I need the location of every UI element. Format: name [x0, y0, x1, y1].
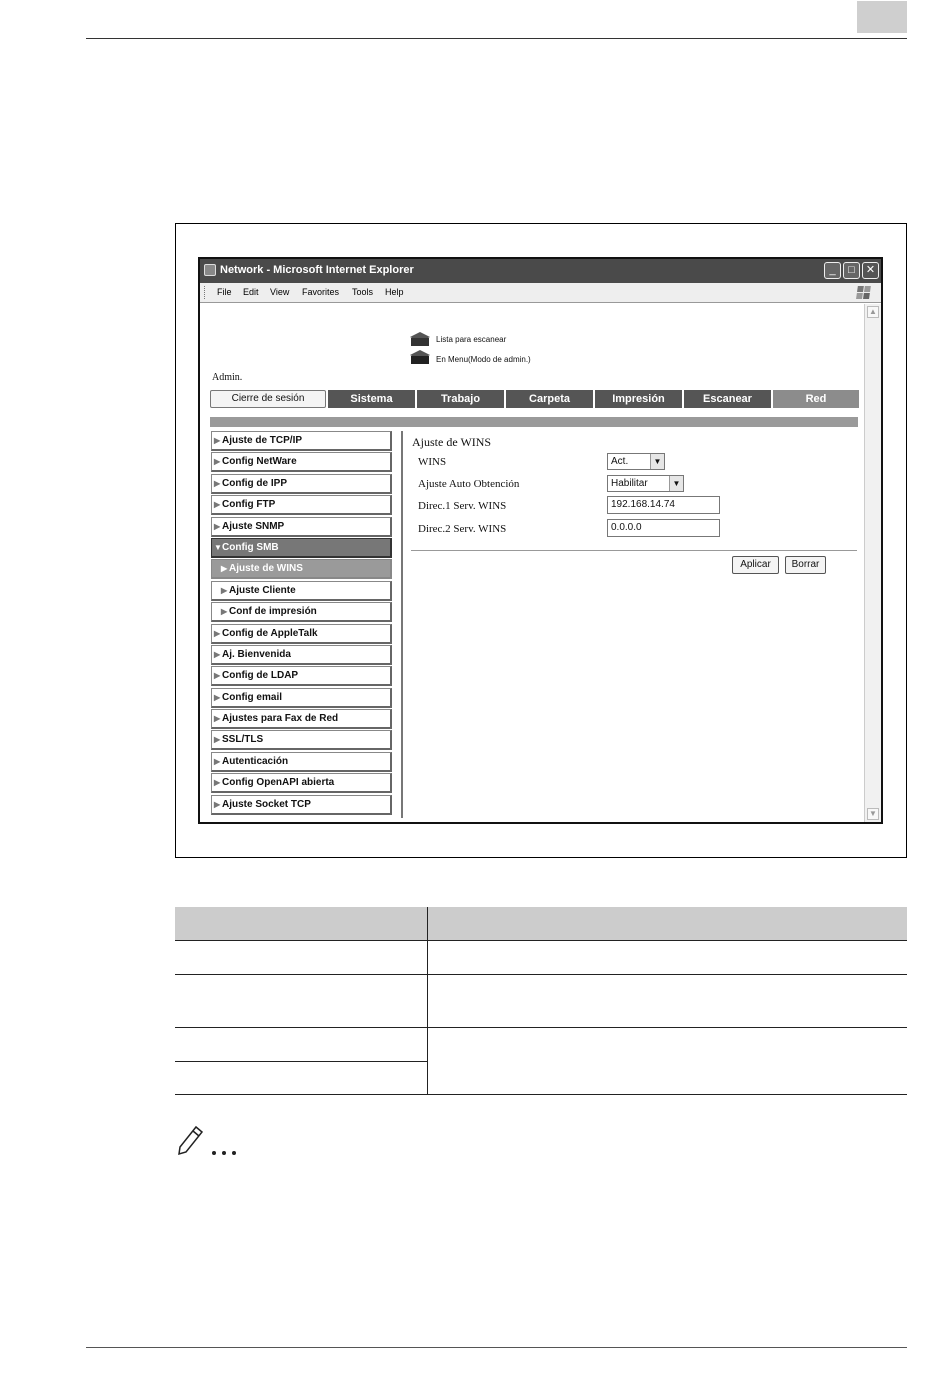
- menu-view[interactable]: View: [270, 287, 290, 297]
- logout-button[interactable]: Cierre de sesión: [210, 390, 326, 408]
- toolbar-grip: [204, 286, 206, 299]
- sidebar-item-smb[interactable]: ▼Config SMB: [211, 538, 392, 558]
- close-icon[interactable]: ✕: [862, 262, 879, 279]
- menu-file[interactable]: File: [217, 287, 232, 297]
- sidebar-item-ssl[interactable]: ▶ SSL/TLS: [211, 730, 392, 750]
- header-rule: [86, 38, 907, 39]
- clear-button[interactable]: Borrar: [785, 556, 826, 574]
- user-label: Admin.: [212, 372, 243, 383]
- sidebar-item-auth[interactable]: ▶ Autenticación: [211, 752, 392, 772]
- window-title: Network - Microsoft Internet Explorer: [220, 264, 414, 276]
- table-header-row: [175, 907, 907, 940]
- sidebar-item-ldap[interactable]: ▶ Config de LDAP: [211, 666, 392, 686]
- apply-button[interactable]: Aplicar: [732, 556, 779, 574]
- tab-impresion[interactable]: Impresión: [595, 390, 684, 408]
- chevron-down-icon: ▼: [650, 454, 664, 469]
- tab-carpeta[interactable]: Carpeta: [506, 390, 595, 408]
- auto-obtain-select[interactable]: Habilitar ▼: [607, 475, 684, 492]
- sidebar-item-bienvenida[interactable]: ▶ Aj. Bienvenida: [211, 645, 392, 665]
- wins-server1-input[interactable]: 192.168.14.74: [607, 496, 720, 514]
- wins-server2-input[interactable]: 0.0.0.0: [607, 519, 720, 537]
- sidebar-item-wins[interactable]: ▶ Ajuste de WINS: [211, 559, 392, 579]
- sidebar-item-email[interactable]: ▶ Config email: [211, 688, 392, 708]
- sidebar-item-socket[interactable]: ▶ Ajuste Socket TCP: [211, 795, 392, 815]
- tab-sistema[interactable]: Sistema: [328, 390, 417, 408]
- auto-obtain-label: Ajuste Auto Obtención: [418, 478, 520, 490]
- sidebar-item-tcpip[interactable]: ▶ Ajuste de TCP/IP: [211, 431, 392, 451]
- page-number-tab: [857, 1, 907, 33]
- menu-favorites[interactable]: Favorites: [302, 287, 340, 297]
- sidebar-item-appletalk[interactable]: ▶ Config de AppleTalk: [211, 624, 392, 644]
- sidebar: [211, 431, 393, 816]
- sidebar-item-cliente[interactable]: ▶ Ajuste Cliente: [211, 581, 392, 601]
- title-bar: [200, 259, 881, 283]
- settings-table: [175, 907, 907, 1095]
- tab-escanear[interactable]: Escanear: [684, 390, 773, 408]
- note-icon: [176, 1119, 248, 1159]
- sidebar-item-netware[interactable]: ▶ Config NetWare: [211, 452, 392, 472]
- form-divider: [411, 550, 857, 551]
- maximize-icon[interactable]: □: [843, 262, 860, 279]
- sidebar-item-ipp[interactable]: ▶ Config de IPP: [211, 474, 392, 494]
- windows-logo-icon: [856, 285, 874, 300]
- tab-red[interactable]: Red: [773, 390, 859, 408]
- printer-icon: [408, 330, 432, 348]
- tab-underline-bar: [210, 417, 858, 427]
- minimize-icon[interactable]: _: [824, 262, 841, 279]
- sidebar-item-fax[interactable]: ▶ Ajustes para Fax de Red: [211, 709, 392, 729]
- wins-select[interactable]: Act. ▼: [607, 453, 665, 470]
- form-title: Ajuste de WINS: [412, 435, 492, 449]
- menu-edit[interactable]: Edit: [243, 287, 259, 297]
- sidebar-item-snmp[interactable]: ▶ Ajuste SNMP: [211, 517, 392, 537]
- browser-window: [198, 257, 883, 824]
- table-row: [175, 974, 907, 1027]
- sidebar-divider: [401, 431, 403, 818]
- scroll-down-icon[interactable]: ▼: [867, 808, 879, 820]
- footer-rule: [86, 1347, 907, 1348]
- wins-label: WINS: [418, 456, 447, 468]
- wins-server2-label: Direc.2 Serv. WINS: [418, 523, 507, 535]
- menu-tools[interactable]: Tools: [352, 287, 374, 297]
- page-content: [200, 304, 864, 822]
- menu-help[interactable]: Help: [385, 287, 404, 297]
- status-ready: Lista para escanear: [436, 335, 507, 344]
- ie-app-icon: [204, 264, 216, 276]
- table-row: [175, 940, 907, 974]
- sidebar-item-ftp[interactable]: ▶ Config FTP: [211, 495, 392, 515]
- printer-admin-icon: [408, 348, 432, 366]
- chevron-down-icon: ▼: [669, 476, 683, 491]
- tab-trabajo[interactable]: Trabajo: [417, 390, 506, 408]
- status-mode: En Menu(Modo de admin.): [436, 355, 531, 364]
- wins-server1-label: Direc.1 Serv. WINS: [418, 500, 507, 512]
- menu-bar: [200, 283, 881, 303]
- table-row: [175, 1027, 907, 1061]
- sidebar-item-openapi[interactable]: ▶ Config OpenAPI abierta: [211, 773, 392, 793]
- vertical-scrollbar[interactable]: [864, 304, 881, 822]
- scroll-up-icon[interactable]: ▲: [867, 306, 879, 318]
- sidebar-item-impresion[interactable]: ▶ Conf de impresión: [211, 602, 392, 622]
